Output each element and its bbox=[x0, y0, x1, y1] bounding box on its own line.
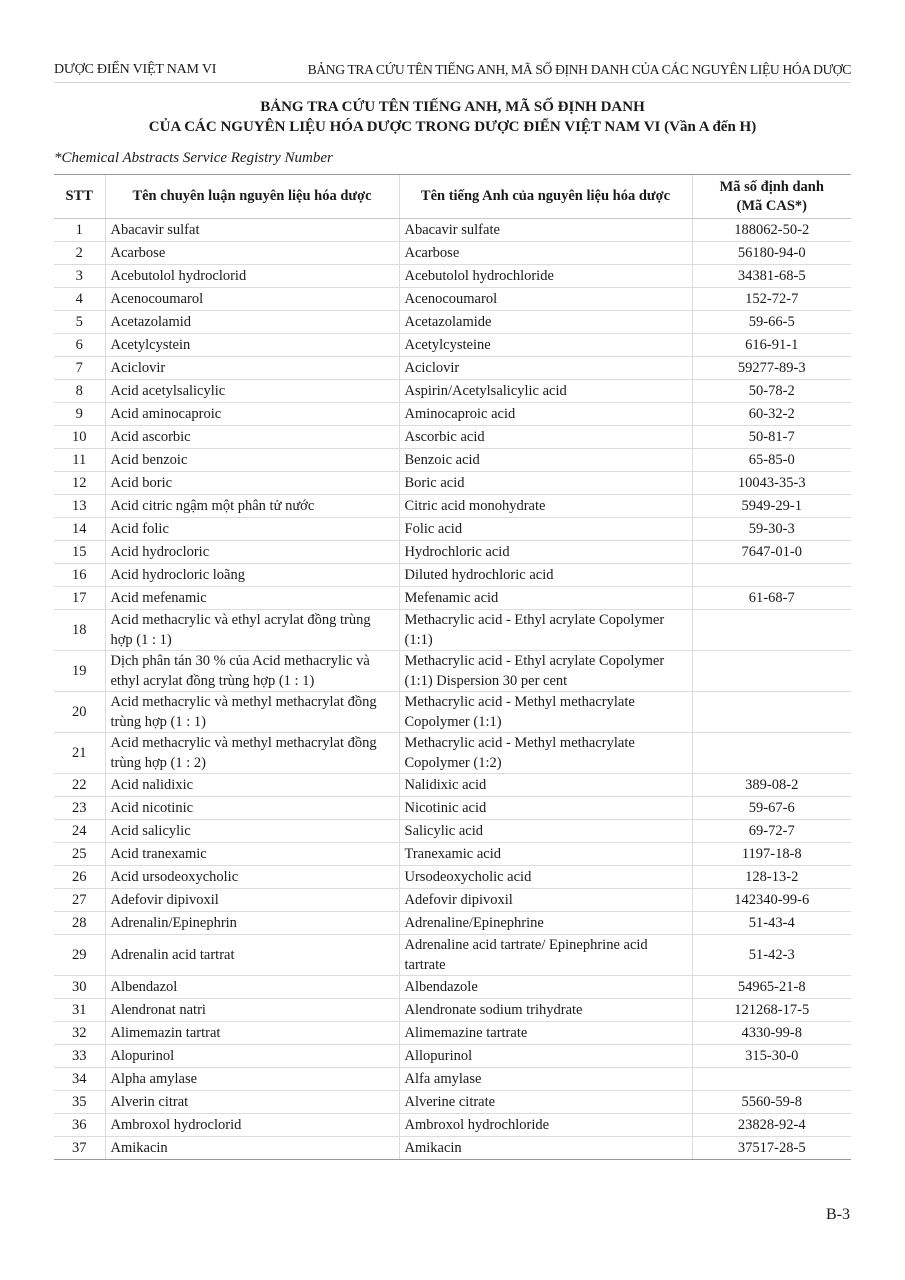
table-row bbox=[54, 820, 851, 843]
cell-cas bbox=[692, 564, 851, 587]
running-header-right: BẢNG TRA CỨU TÊN TIẾNG ANH, MÃ SỐ ĐỊNH DANH CỦA CÁC NGUYÊN LIỆU HÓA DƯỢC bbox=[307, 62, 851, 77]
table-row bbox=[54, 889, 851, 912]
cell-vn-name: Acebutolol hydroclorid bbox=[105, 265, 399, 288]
table-row bbox=[54, 334, 851, 357]
cell-vn-name: Acid nicotinic bbox=[105, 797, 399, 820]
cell-stt: 34 bbox=[54, 1068, 105, 1091]
cell-cas: 128-13-2 bbox=[692, 866, 851, 889]
cell-vn-name: Adrenalin acid tartrat bbox=[105, 935, 399, 976]
cell-cas: 54965-21-8 bbox=[692, 976, 851, 999]
table-row bbox=[54, 1045, 851, 1068]
cell-cas bbox=[692, 692, 851, 733]
cell-vn-name: Albendazol bbox=[105, 976, 399, 999]
cell-vn-name: Amikacin bbox=[105, 1137, 399, 1160]
cell-en-name: Aspirin/Acetylsalicylic acid bbox=[399, 380, 692, 403]
cell-en-name: Adefovir dipivoxil bbox=[399, 889, 692, 912]
cell-cas: 37517-28-5 bbox=[692, 1137, 851, 1160]
cell-cas: 51-42-3 bbox=[692, 935, 851, 976]
cell-cas bbox=[692, 733, 851, 774]
cell-en-name: Nalidixic acid bbox=[399, 774, 692, 797]
table-row bbox=[54, 1137, 851, 1160]
cell-stt: 7 bbox=[54, 357, 105, 380]
cell-cas: 56180-94-0 bbox=[692, 242, 851, 265]
title-line-2: CỦA CÁC NGUYÊN LIỆU HÓA DƯỢC TRONG DƯỢC ĐIỂN VIỆT NAM VI (Vần A đến H) bbox=[148, 119, 757, 135]
cell-en-name: Aciclovir bbox=[399, 357, 692, 380]
table-row bbox=[54, 1114, 851, 1137]
table-row bbox=[54, 610, 851, 651]
cell-en-name: Acebutolol hydrochloride bbox=[399, 265, 692, 288]
cell-vn-name: Acid hydrocloric bbox=[105, 541, 399, 564]
cell-stt: 17 bbox=[54, 587, 105, 610]
cell-stt: 14 bbox=[54, 518, 105, 541]
cell-stt: 15 bbox=[54, 541, 105, 564]
cell-stt: 13 bbox=[54, 495, 105, 518]
cell-vn-name: Alendronat natri bbox=[105, 999, 399, 1022]
cell-vn-name: Alopurinol bbox=[105, 1045, 399, 1068]
cell-vn-name: Acenocoumarol bbox=[105, 288, 399, 311]
cell-vn-name: Acid ursodeoxycholic bbox=[105, 866, 399, 889]
cell-vn-name: Acarbose bbox=[105, 242, 399, 265]
cell-en-name: Allopurinol bbox=[399, 1045, 692, 1068]
cell-en-name: Albendazole bbox=[399, 976, 692, 999]
cell-stt: 6 bbox=[54, 334, 105, 357]
running-header-left: DƯỢC ĐIỂN VIỆT NAM VI bbox=[54, 62, 217, 77]
cell-cas: 188062-50-2 bbox=[692, 219, 851, 242]
cell-vn-name: Aciclovir bbox=[105, 357, 399, 380]
cell-vn-name: Acid benzoic bbox=[105, 449, 399, 472]
table-row bbox=[54, 564, 851, 587]
table-row bbox=[54, 843, 851, 866]
cell-en-name: Alfa amylase bbox=[399, 1068, 692, 1091]
document-title bbox=[54, 97, 851, 137]
cell-en-name: Ursodeoxycholic acid bbox=[399, 866, 692, 889]
cell-en-name: Acarbose bbox=[399, 242, 692, 265]
cell-vn-name: Acid boric bbox=[105, 472, 399, 495]
cell-cas bbox=[692, 651, 851, 692]
cell-cas: 5560-59-8 bbox=[692, 1091, 851, 1114]
cell-cas: 51-43-4 bbox=[692, 912, 851, 935]
cell-cas: 152-72-7 bbox=[692, 288, 851, 311]
cell-en-name: Nicotinic acid bbox=[399, 797, 692, 820]
cell-en-name: Adrenaline/Epinephrine bbox=[399, 912, 692, 935]
cell-vn-name: Acid tranexamic bbox=[105, 843, 399, 866]
cell-vn-name: Adefovir dipivoxil bbox=[105, 889, 399, 912]
cell-stt: 11 bbox=[54, 449, 105, 472]
cell-vn-name: Ambroxol hydroclorid bbox=[105, 1114, 399, 1137]
table-row bbox=[54, 1091, 851, 1114]
table-row bbox=[54, 541, 851, 564]
table-row bbox=[54, 797, 851, 820]
header-vn-name: Tên chuyên luận nguyên liệu hóa dược bbox=[105, 175, 399, 219]
cell-en-name: Acetazolamide bbox=[399, 311, 692, 334]
cell-en-name: Alverine citrate bbox=[399, 1091, 692, 1114]
table-row bbox=[54, 692, 851, 733]
cell-cas bbox=[692, 610, 851, 651]
cell-cas: 142340-99-6 bbox=[692, 889, 851, 912]
cell-cas: 59-66-5 bbox=[692, 311, 851, 334]
cell-cas: 65-85-0 bbox=[692, 449, 851, 472]
cell-vn-name: Dịch phân tán 30 % của Acid methacrylic và ethyl acrylat đồng trùng hợp (1 : 1) bbox=[105, 651, 399, 692]
header-en-name: Tên tiếng Anh của nguyên liệu hóa dược bbox=[399, 175, 692, 219]
cell-stt: 31 bbox=[54, 999, 105, 1022]
cell-en-name: Salicylic acid bbox=[399, 820, 692, 843]
table-row bbox=[54, 403, 851, 426]
cell-stt: 29 bbox=[54, 935, 105, 976]
table-row bbox=[54, 999, 851, 1022]
cell-vn-name: Abacavir sulfat bbox=[105, 219, 399, 242]
table-row bbox=[54, 733, 851, 774]
cell-vn-name: Alverin citrat bbox=[105, 1091, 399, 1114]
table-row bbox=[54, 426, 851, 449]
cell-stt: 35 bbox=[54, 1091, 105, 1114]
cell-stt: 5 bbox=[54, 311, 105, 334]
cell-cas: 10043-35-3 bbox=[692, 472, 851, 495]
table-row bbox=[54, 976, 851, 999]
cell-en-name: Acenocoumarol bbox=[399, 288, 692, 311]
cell-vn-name: Acid mefenamic bbox=[105, 587, 399, 610]
cell-en-name: Diluted hydrochloric acid bbox=[399, 564, 692, 587]
cell-vn-name: Alpha amylase bbox=[105, 1068, 399, 1091]
table-row bbox=[54, 288, 851, 311]
cell-en-name: Benzoic acid bbox=[399, 449, 692, 472]
header-cas bbox=[692, 175, 851, 219]
cell-en-name: Ascorbic acid bbox=[399, 426, 692, 449]
table-row bbox=[54, 912, 851, 935]
cell-en-name: Hydrochloric acid bbox=[399, 541, 692, 564]
cell-cas: 315-30-0 bbox=[692, 1045, 851, 1068]
cell-stt: 18 bbox=[54, 610, 105, 651]
cell-en-name: Amikacin bbox=[399, 1137, 692, 1160]
cell-vn-name: Acid hydrocloric loãng bbox=[105, 564, 399, 587]
cell-stt: 32 bbox=[54, 1022, 105, 1045]
cell-vn-name: Acid folic bbox=[105, 518, 399, 541]
cell-stt: 12 bbox=[54, 472, 105, 495]
table-row bbox=[54, 495, 851, 518]
cell-cas: 59-30-3 bbox=[692, 518, 851, 541]
cell-cas: 59-67-6 bbox=[692, 797, 851, 820]
cell-en-name: Adrenaline acid tartrate/ Epinephrine acid tartrate bbox=[399, 935, 692, 976]
cell-vn-name: Acid ascorbic bbox=[105, 426, 399, 449]
cell-stt: 33 bbox=[54, 1045, 105, 1068]
table-row bbox=[54, 587, 851, 610]
cell-stt: 23 bbox=[54, 797, 105, 820]
cell-cas: 389-08-2 bbox=[692, 774, 851, 797]
cell-en-name: Tranexamic acid bbox=[399, 843, 692, 866]
cell-cas: 5949-29-1 bbox=[692, 495, 851, 518]
cell-en-name: Mefenamic acid bbox=[399, 587, 692, 610]
cell-stt: 25 bbox=[54, 843, 105, 866]
cell-stt: 2 bbox=[54, 242, 105, 265]
table-row bbox=[54, 357, 851, 380]
cell-stt: 20 bbox=[54, 692, 105, 733]
cell-en-name: Methacrylic acid - Ethyl acrylate Copolymer (1:1) Dispersion 30 per cent bbox=[399, 651, 692, 692]
table-row bbox=[54, 219, 851, 242]
cell-stt: 21 bbox=[54, 733, 105, 774]
cell-stt: 8 bbox=[54, 380, 105, 403]
running-header bbox=[54, 62, 851, 83]
cell-stt: 22 bbox=[54, 774, 105, 797]
table-row bbox=[54, 472, 851, 495]
cell-en-name: Aminocaproic acid bbox=[399, 403, 692, 426]
table-row bbox=[54, 651, 851, 692]
cell-cas: 7647-01-0 bbox=[692, 541, 851, 564]
cell-cas: 59277-89-3 bbox=[692, 357, 851, 380]
cell-en-name: Methacrylic acid - Methyl methacrylate Copolymer (1:2) bbox=[399, 733, 692, 774]
cell-stt: 27 bbox=[54, 889, 105, 912]
table-row bbox=[54, 774, 851, 797]
table-row bbox=[54, 935, 851, 976]
cell-vn-name: Acid acetylsalicylic bbox=[105, 380, 399, 403]
cell-stt: 30 bbox=[54, 976, 105, 999]
cell-cas: 69-72-7 bbox=[692, 820, 851, 843]
cas-footnote: *Chemical Abstracts Service Registry Number bbox=[54, 150, 333, 166]
cas-lookup-table bbox=[54, 174, 851, 1160]
cell-stt: 36 bbox=[54, 1114, 105, 1137]
table-row bbox=[54, 311, 851, 334]
cell-en-name: Acetylcysteine bbox=[399, 334, 692, 357]
cell-cas: 34381-68-5 bbox=[692, 265, 851, 288]
cell-cas: 60-32-2 bbox=[692, 403, 851, 426]
cell-vn-name: Adrenalin/Epinephrin bbox=[105, 912, 399, 935]
cell-cas: 23828-92-4 bbox=[692, 1114, 851, 1137]
cell-en-name: Citric acid monohydrate bbox=[399, 495, 692, 518]
cell-cas: 50-81-7 bbox=[692, 426, 851, 449]
cell-cas: 50-78-2 bbox=[692, 380, 851, 403]
cell-en-name: Abacavir sulfate bbox=[399, 219, 692, 242]
cell-stt: 9 bbox=[54, 403, 105, 426]
cell-stt: 4 bbox=[54, 288, 105, 311]
cell-cas: 61-68-7 bbox=[692, 587, 851, 610]
table-row bbox=[54, 449, 851, 472]
cell-cas: 616-91-1 bbox=[692, 334, 851, 357]
table-row bbox=[54, 1068, 851, 1091]
page-number: B-3 bbox=[826, 1206, 850, 1223]
cell-vn-name: Alimemazin tartrat bbox=[105, 1022, 399, 1045]
cell-vn-name: Acid citric ngậm một phân tử nước bbox=[105, 495, 399, 518]
title-line-1: BẢNG TRA CỨU TÊN TIẾNG ANH, MÃ SỐ ĐỊNH DANH bbox=[260, 99, 645, 115]
cell-vn-name: Acid methacrylic và methyl methacrylat đồng trùng hợp (1 : 2) bbox=[105, 733, 399, 774]
cell-en-name: Alendronate sodium trihydrate bbox=[399, 999, 692, 1022]
cell-stt: 19 bbox=[54, 651, 105, 692]
cell-stt: 3 bbox=[54, 265, 105, 288]
cell-en-name: Alimemazine tartrate bbox=[399, 1022, 692, 1045]
table-row bbox=[54, 380, 851, 403]
header-cas-line-2: (Mã CAS*) bbox=[736, 197, 807, 214]
cell-cas: 121268-17-5 bbox=[692, 999, 851, 1022]
cell-stt: 37 bbox=[54, 1137, 105, 1160]
cell-cas: 4330-99-8 bbox=[692, 1022, 851, 1045]
header-cas-line-1: Mã số định danh bbox=[719, 178, 824, 195]
cell-stt: 24 bbox=[54, 820, 105, 843]
cell-vn-name: Acid aminocaproic bbox=[105, 403, 399, 426]
cell-stt: 26 bbox=[54, 866, 105, 889]
cell-vn-name: Acid methacrylic và methyl methacrylat đồng trùng hợp (1 : 1) bbox=[105, 692, 399, 733]
table-row bbox=[54, 265, 851, 288]
cell-en-name: Ambroxol hydrochloride bbox=[399, 1114, 692, 1137]
table-row bbox=[54, 1022, 851, 1045]
table-row bbox=[54, 518, 851, 541]
cell-vn-name: Acid nalidixic bbox=[105, 774, 399, 797]
cell-vn-name: Acetylcystein bbox=[105, 334, 399, 357]
table-header-row bbox=[54, 175, 851, 219]
cell-vn-name: Acetazolamid bbox=[105, 311, 399, 334]
header-stt: STT bbox=[54, 175, 105, 219]
cell-stt: 16 bbox=[54, 564, 105, 587]
cell-en-name: Methacrylic acid - Methyl methacrylate Copolymer (1:1) bbox=[399, 692, 692, 733]
cell-en-name: Boric acid bbox=[399, 472, 692, 495]
cell-en-name: Folic acid bbox=[399, 518, 692, 541]
cell-en-name: Methacrylic acid - Ethyl acrylate Copolymer (1:1) bbox=[399, 610, 692, 651]
table-row bbox=[54, 866, 851, 889]
cell-stt: 28 bbox=[54, 912, 105, 935]
cell-cas: 1197-18-8 bbox=[692, 843, 851, 866]
table-body bbox=[54, 219, 851, 1160]
table-row bbox=[54, 242, 851, 265]
cell-stt: 10 bbox=[54, 426, 105, 449]
cell-vn-name: Acid salicylic bbox=[105, 820, 399, 843]
cell-stt: 1 bbox=[54, 219, 105, 242]
cell-cas bbox=[692, 1068, 851, 1091]
cell-vn-name: Acid methacrylic và ethyl acrylat đồng trùng hợp (1 : 1) bbox=[105, 610, 399, 651]
